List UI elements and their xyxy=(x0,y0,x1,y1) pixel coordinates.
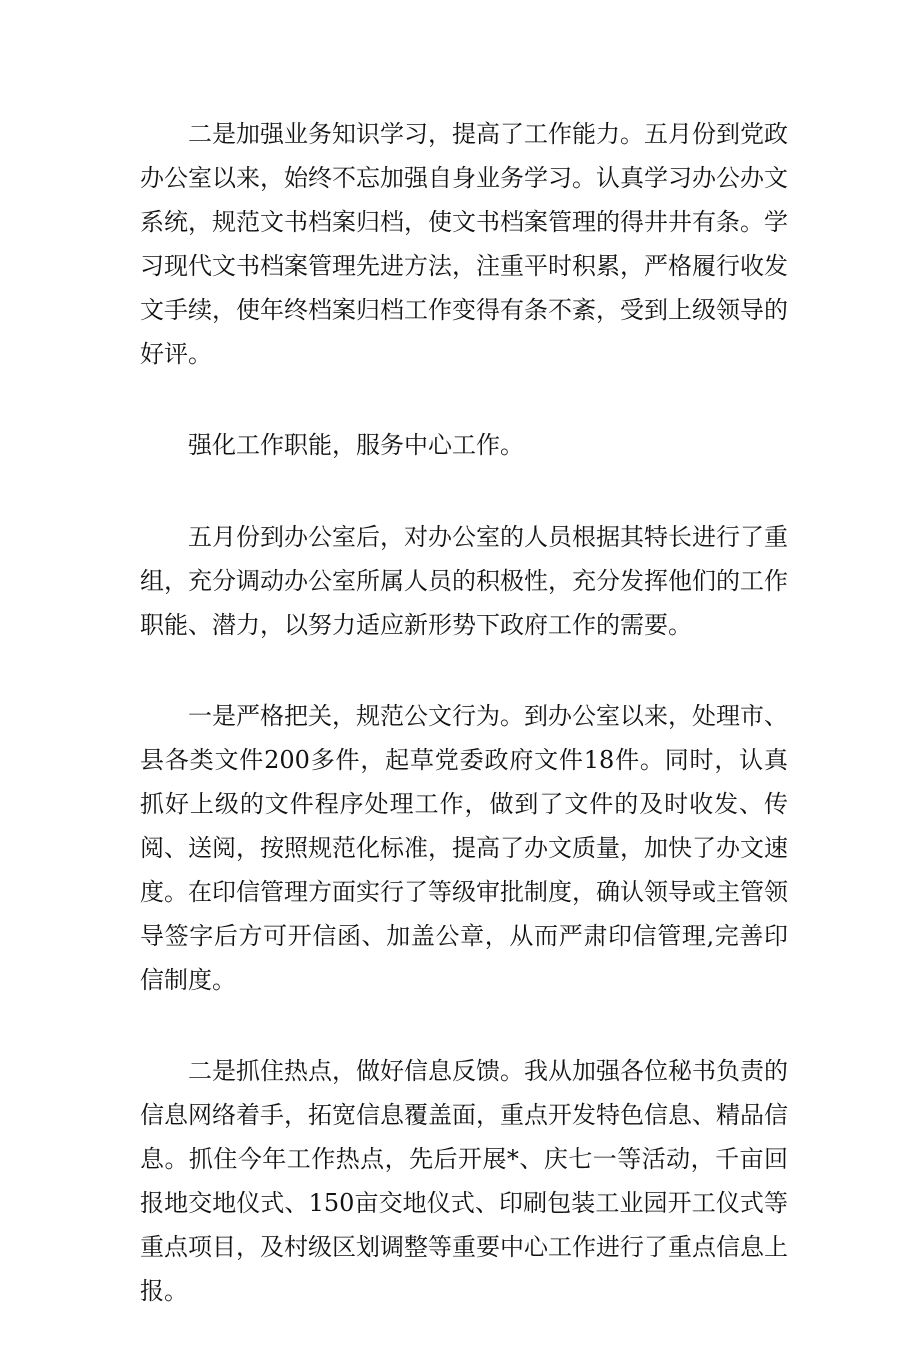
paragraph-business-study: 二是加强业务知识学习，提高了工作能力。五月份到党政办公室以来，始终不忘加强自身业务学习。认真学习办公办文系统，规范文书档案归档，使文书档案管理的得井井有条。学习现代文书档案管理先进方法，注重平时积累，严格履行收发文手续，使年终档案归档工作变得有条不紊，受到上级领导的好评。 xyxy=(140,120,788,368)
document-body xyxy=(140,112,788,1360)
paragraph-document-handling: 一是严格把关，规范公文行为。到办公室以来，处理市、县各类文件200多件，起草党委政府文件18件。同时，认真抓好上级的文件程序处理工作，做到了文件的及时收发、传阅、送阅，按照规范化标准，提高了办文质量，加快了办文速度。在印信管理方面实行了等级审批制度，确认领导或主管领导签字后方可开信函、加盖公章，从而严肃印信管理,完善印信制度。 xyxy=(140,702,788,994)
paragraph-section-heading: 强化工作职能，服务中心工作。 xyxy=(188,431,524,459)
paragraph-office-reorganization: 五月份到办公室后，对办公室的人员根据其特长进行了重组，充分调动办公室所属人员的积极性，充分发挥他们的工作职能、潜力，以努力适应新形势下政府工作的需要。 xyxy=(140,523,788,639)
paragraph-information-feedback: 二是抓住热点，做好信息反馈。我从加强各位秘书负责的信息网络着手，拓宽信息覆盖面，重点开发特色信息、精品信息。抓住今年工作热点，先后开展*、庆七一等活动，千亩回报地交地仪式、150亩交地仪式、印刷包装工业园开工仪式等重点项目，及村级区划调整等重要中心工作进行了重点信息上报。 xyxy=(140,1057,788,1305)
